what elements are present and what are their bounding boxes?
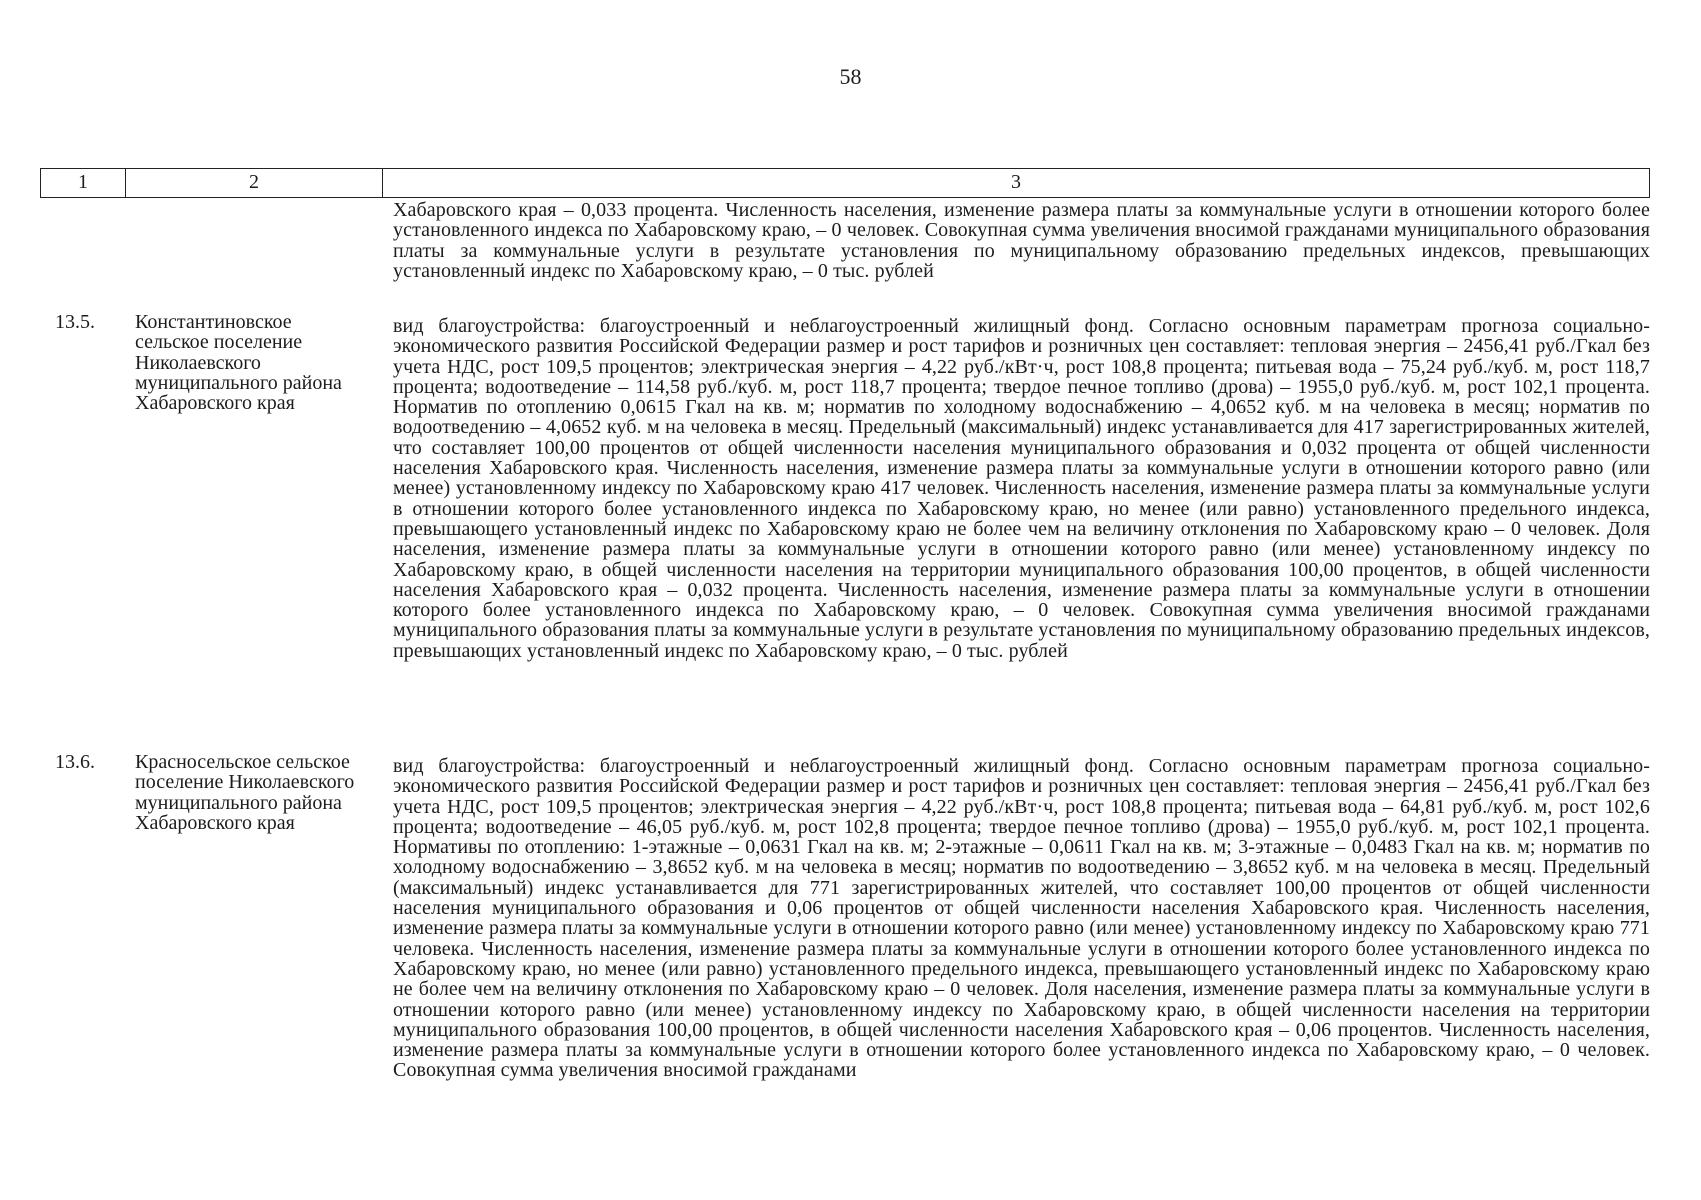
row-number: 13.6. (55, 751, 95, 773)
row-description: вид благоустройства: благоустроенный и неблагоустроенный жилищный фонд. Согласно основным параметрам прогноза социально-экономического развития Российской Федерации размер и рост тарифов и розничных цен составляет: тепловая энергия – 2456,41 руб./Гкал без учета НДС, рост 109,5 процентов; электрическая энергия – 4,22 руб./кВт·ч, рост 108,8 процента; питьевая вода – 75,24 руб./куб. м, рост 118,7 процента; водоотведение – 114,58 руб./куб. м, рост 118,7 процента; твердое печное топливо (дрова) – 1955,0 руб./куб. м, рост 102,1 процента. Норматив по отоплению 0,0615 Гкал на кв. м; норматив по холодному водоснабжению – 4,0652 куб. м на человека в месяц; норматив по водоотведению – 4,0652 куб. м на человека в месяц. Предельный (максимальный) индекс устанавливается для 417 зарегистрированных жителей, что составляет 100,00 процентов от общей численности населения муниципального образования и 0,032 процента от общей численности населения Хабаровского края. Численность населения, изменение размера платы за коммунальные услуги в отношении которого равно (или менее) установленному индексу по Хабаровскому краю 417 человек. Численность населения, изменение размера платы за коммунальные услуги в отношении которого более установленного индекса по Хабаровскому краю, но менее (или равно) установленного предельного индекса, превышающего установленный индекс по Хабаровскому краю не более чем на величину отклонения по Хабаровскому краю – 0 человек. Доля населения, изменение размера платы за коммунальные услуги в отношении которого равно (или менее) установленному индексу по Хабаровскому краю, в общей численности населения на территории муниципального образования 100,00 процентов, в общей численности населения Хабаровского края – 0,032 процента. Численность населения, изменение размера платы за коммунальные услуги в отношении которого более установленного индекса по Хабаровскому краю, – 0 человек. Совокупная сумма увеличения вносимой гражданами муниципального образования платы за коммунальные услуги в результате установления по муниципальному образованию предельных индексов, превышающих установленный индекс по Хабаровскому краю, – 0 тыс. рублей (393, 315, 1650, 662)
header-col-3: 3 (1011, 171, 1021, 193)
municipality-name: Красносельское сельское поселение Николаевского муниципального района Хабаровского края (135, 751, 355, 834)
table-header-row (40, 168, 1650, 198)
page-number: 58 (839, 64, 862, 89)
continuation-text: Хабаровского края – 0,033 процента. Численность населения, изменение размера платы за коммунальные услуги в отношении которого более установленного индекса по Хабаровскому краю, – 0 человек. Совокупная сумма увеличения вносимой гражданами муниципального образования платы за коммунальные услуги в результате установления по муниципальному образованию предельных индексов, превышающих установленный индекс по Хабаровскому краю, – 0 тыс. рублей (393, 199, 1650, 282)
row-description: вид благоустройства: благоустроенный и неблагоустроенный жилищный фонд. Согласно основным параметрам прогноза социально-экономического развития Российской Федерации размер и рост тарифов и розничных цен составляет: тепловая энергия – 2456,41 руб./Гкал без учета НДС, рост 109,5 процентов; электрическая энергия – 4,22 руб./кВт·ч, рост 108,8 процента; питьевая вода – 64,81 руб./куб. м, рост 102,6 процента; водоотведение – 46,05 руб./куб. м, рост 102,8 процента; твердое печное топливо (дрова) – 1955,0 руб./куб. м, рост 102,1 процента. Нормативы по отоплению: 1-этажные – 0,0631 Гкал на кв. м; 2-этажные – 0,0611 Гкал на кв. м; 3-этажные – 0,0483 Гкал на кв. м; норматив по холодному водоснабжению – 3,8652 куб. м на человека в месяц; норматив по водоотведению – 3,8652 куб. м на человека в месяц. Предельный (максимальный) индекс устанавливается для 771 зарегистрированных жителей, что составляет 100,00 процентов от общей численности населения муниципального образования и 0,06 процентов от общей численности населения Хабаровского края. Численность населения, изменение размера платы за коммунальные услуги в отношении которого равно (или менее) установленному индексу по Хабаровскому краю 771 человека. Численность населения, изменение размера платы за коммунальные услуги в отношении которого более установленного индекса по Хабаровскому краю, но менее (или равно) установленного предельного индекса, превышающего установленный индекс по Хабаровскому краю не более чем на величину отклонения по Хабаровскому краю – 0 человек. Доля населения, изменение размера платы за коммунальные услуги в отношении которого равно (или менее) установленному индексу по Хабаровскому краю, в общей численности населения на территории муниципального образования 100,00 процентов, в общей численности населения Хабаровского края – 0,06 процентов. Численность населения, изменение размера платы за коммунальные услуги в отношении которого более установленного индекса по Хабаровскому краю, – 0 человек. Совокупная сумма увеличения вносимой гражданами (393, 755, 1650, 1082)
municipality-name: Константиновское сельское поселение Николаевского муниципального района Хабаровского края (135, 311, 342, 415)
header-col-2: 2 (126, 169, 383, 197)
header-col-1: 1 (41, 169, 126, 197)
row-number: 13.5. (55, 311, 95, 333)
